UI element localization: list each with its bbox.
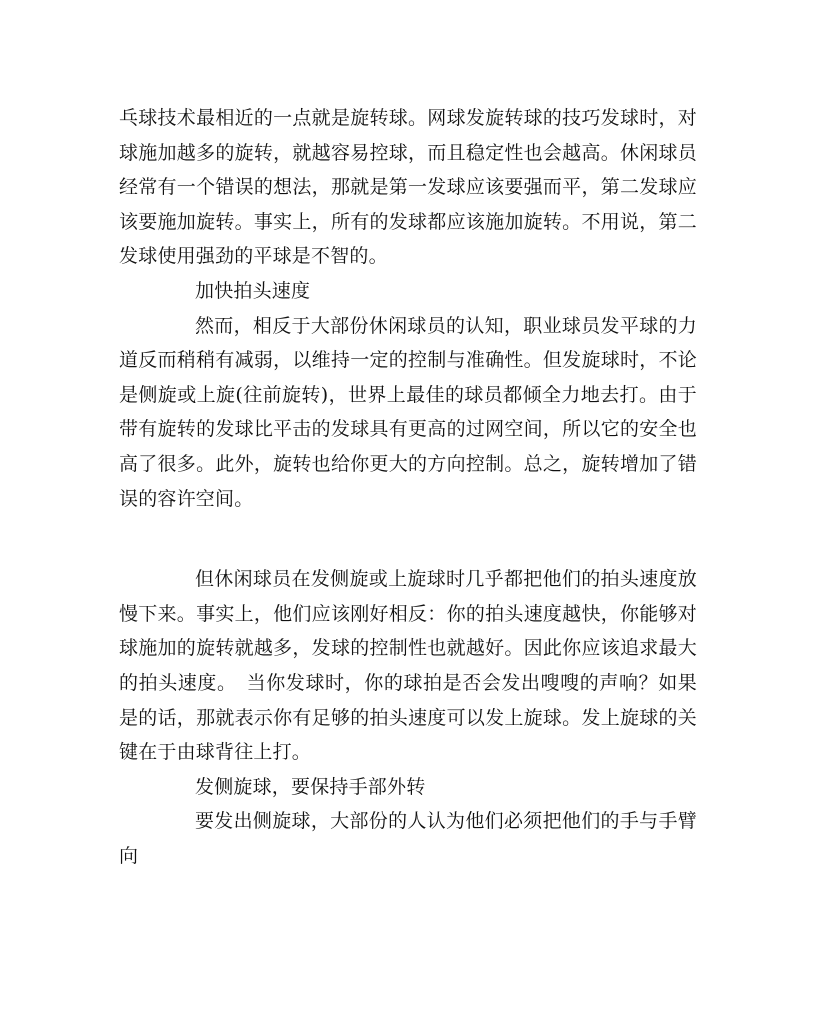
paragraph-side-spin-technique: 要发出侧旋球，大部份的人认为他们必须把他们的手与手臂向 [119,810,697,867]
document-body [119,101,697,873]
heading-racket-head-speed: 加快拍头速度 [195,279,311,302]
paragraph-spacer [119,516,697,562]
paragraph-pro-players-spin: 然而，相反于大部份休闲球员的认知，职业球员发平球的力道反而稍稍有减弱，以维持一定的控制与准确性。但发旋球时，不论是侧旋或上旋(往前旋转)，世界上最佳的球员都倾全力地去打。由于带有旋转的发球比平击的发球具有更高的过网空间，所以它的安全也高了很多。此外，旋转也给你更大的方向控制。总之，旋转增加了错误的容许空间。 [119,314,697,510]
paragraph-spin-serve-intro: 乓球技术最相近的一点就是旋转球。网球发旋转球的技巧发球时，对球施加越多的旋转，就越容易控球，而且稳定性也会越高。休闲球员经常有一个错误的想法，那就是第一发球应该要强而平，第二发球应该要施加旋转。事实上，所有的发球都应该施加旋转。不用说，第二发球使用强劲的平球是不智的。 [119,107,697,268]
heading-side-spin-serve: 发侧旋球，要保持手部外转 [195,775,426,798]
paragraph-racket-speed-advice: 但休闲球员在发侧旋或上旋球时几乎都把他们的拍头速度放慢下来。事实上，他们应该刚好相反：你的拍头速度越快，你能够对球施加的旋转就越多，发球的控制性也就越好。因此你应该追求最大的拍头速度。 当你发球时，你的球拍是否会发出嗖嗖的声响？如果是的话，那就表示你有足够的拍头速度可以发上旋球。发上旋球的关键在于由球背往上打。 [119,568,697,764]
